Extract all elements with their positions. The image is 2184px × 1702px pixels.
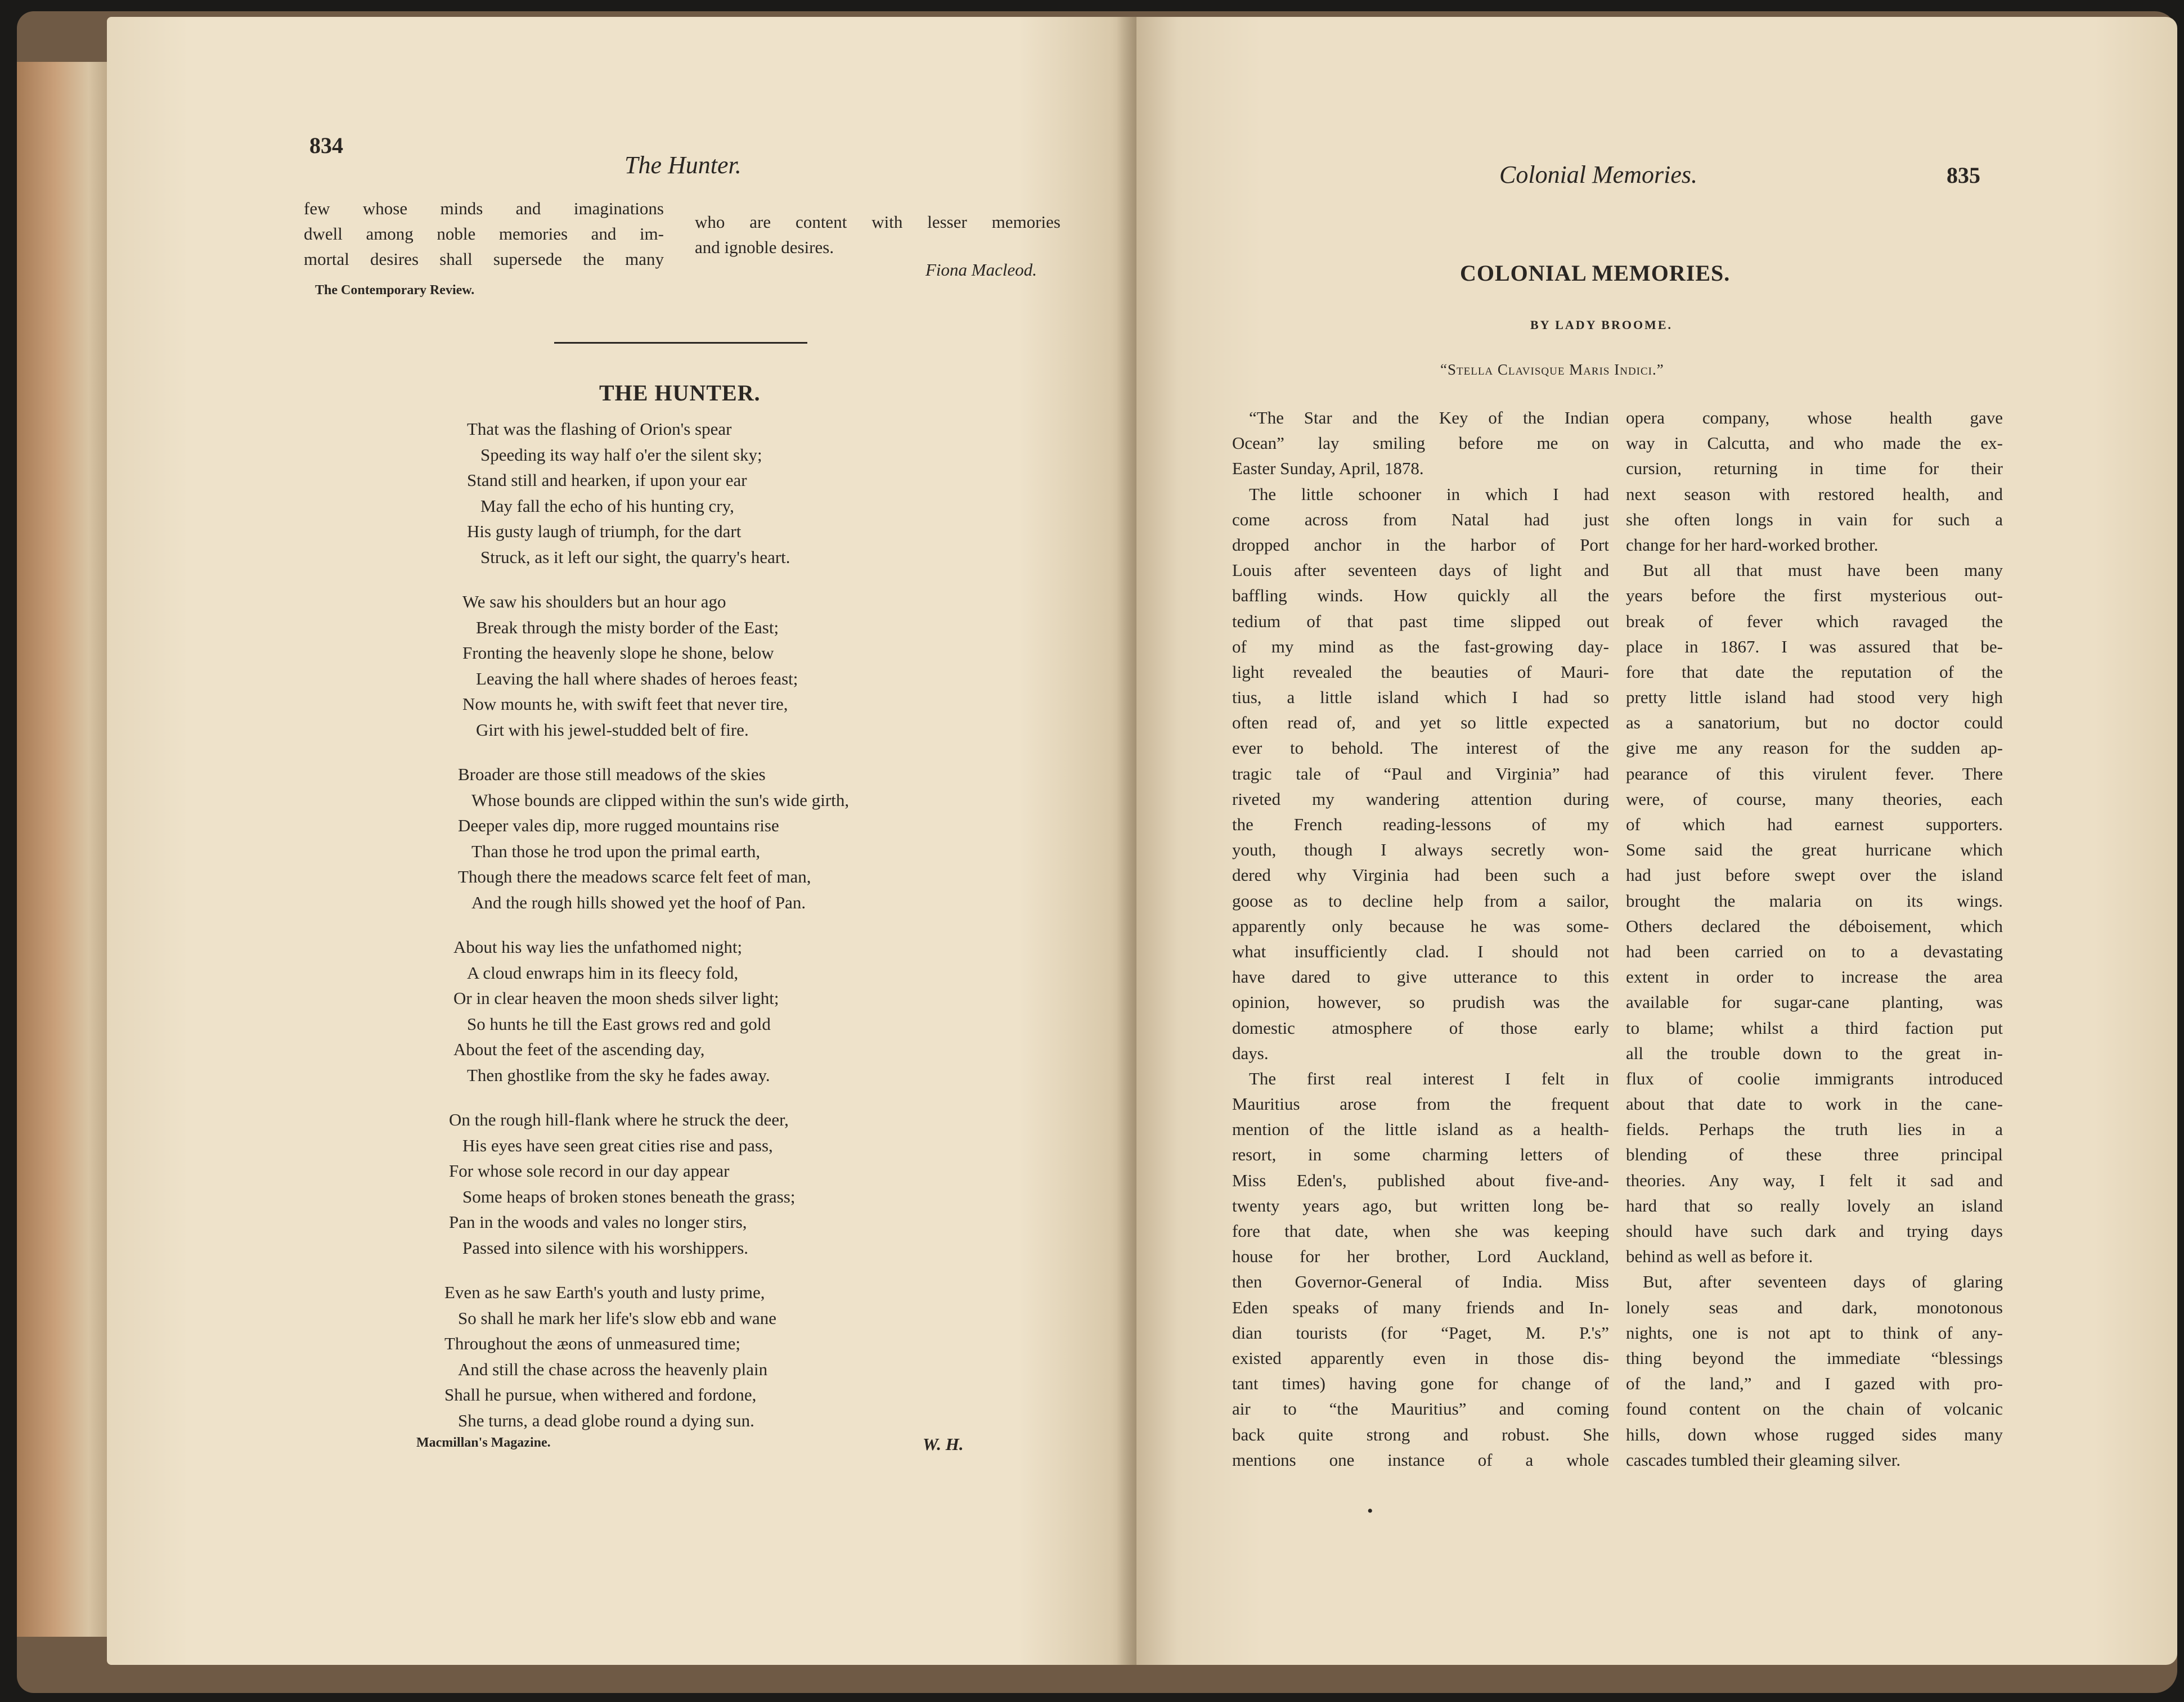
text-line: pearance of this virulent fever. There: [1626, 763, 2003, 784]
text-line: of my mind as the fast-growing day-: [1232, 636, 1609, 656]
text-line: days.: [1232, 1043, 1269, 1063]
poem-line: Whose bounds are clipped within the sun's wide girth,: [471, 790, 850, 810]
text-line: Ocean” lay smiling before me on: [1232, 433, 1609, 453]
text-line: The little schooner in which I had: [1249, 484, 1609, 504]
text-line: all the trouble down to the great in-: [1626, 1043, 2003, 1063]
text-line: pretty little island had stood very high: [1626, 687, 2003, 708]
text-line: Louis after seventeen days of light and: [1232, 560, 1609, 580]
text-line: back quite strong and robust. She: [1232, 1424, 1609, 1444]
text-line: tius, a little island which I had so: [1232, 687, 1609, 708]
text-line: Mauritius arose from the frequent: [1232, 1094, 1609, 1114]
text-line: house for her brother, Lord Auckland,: [1232, 1246, 1609, 1267]
running-head-left: The Hunter.: [624, 151, 742, 179]
text-line: Others declared the déboisement, which: [1626, 916, 2003, 936]
text-line: as a sanatorium, but no doctor could: [1626, 713, 2003, 733]
poem-line: So shall he mark her life's slow ebb and wane: [458, 1308, 777, 1328]
text-line: lonely seas and dark, monotonous: [1626, 1297, 2003, 1317]
text-line: place in 1867. I was assured that be-: [1626, 636, 2003, 656]
poem-line: On the rough hill-flank where he struck the deer,: [449, 1110, 789, 1129]
poem-line: A cloud enwraps him in its fleecy fold,: [467, 962, 739, 983]
text-line: cursion, returning in time for their: [1626, 458, 2003, 479]
text-line: she often longs in vain for such a: [1626, 509, 2003, 529]
page-number-right: 835: [1947, 163, 1980, 188]
poem-line: May fall the echo of his hunting cry,: [480, 496, 734, 516]
poem-line: His eyes have seen great cities rise and pass,: [462, 1135, 773, 1155]
text-line: youth, though I always secretly won-: [1232, 840, 1609, 860]
poem-line: We saw his shoulders but an hour ago: [462, 592, 726, 611]
text-line: resort, in some charming letters of: [1232, 1145, 1609, 1165]
continued-text-col1: [304, 196, 664, 272]
text-line: fore that date, when she was keeping: [1232, 1221, 1609, 1241]
text-line: of the land,” and I gazed with pro-: [1626, 1374, 2003, 1394]
text-line: available for sugar-cane planting, was: [1626, 992, 2003, 1012]
text-line: way in Calcutta, and who made the ex-: [1626, 433, 2003, 453]
text-line: flux of coolie immigrants introduced: [1626, 1068, 2003, 1088]
text-line: had been carried on to a devastating: [1626, 941, 2003, 961]
text-line: fore that date the reputation of the: [1626, 661, 2003, 682]
poem-line: Break through the misty border of the East;: [476, 617, 779, 637]
poem-line: Broader are those still meadows of the skies: [458, 764, 766, 784]
poem-line: His gusty laugh of triumph, for the dart: [467, 521, 742, 541]
text-line: years before the first mysterious out-: [1626, 586, 2003, 606]
article-title: COLONIAL MEMORIES.: [1460, 260, 1731, 286]
book: [17, 11, 2177, 1693]
poem-line: Some heaps of broken stones beneath the grass;: [462, 1186, 796, 1206]
poem-line: Throughout the æons of unmeasured time;: [444, 1334, 741, 1353]
text-line: Some said the great hurricane which: [1626, 840, 2003, 860]
poem-line: Then ghostlike from the sky he fades away.: [467, 1065, 770, 1085]
poem-line: Now mounts he, with swift feet that never tire,: [462, 694, 788, 714]
text-line: cascades tumbled their gleaming silver.: [1626, 1449, 1901, 1470]
page-edges-left: [17, 62, 113, 1637]
left-page: [107, 17, 1142, 1665]
poem-line: Though there the meadows scarce felt feet of man,: [458, 867, 811, 886]
article-column-2: [1626, 405, 2003, 1473]
text-line: light revealed the beauties of Mauri-: [1232, 661, 1609, 682]
text-line: few whose minds and imaginations: [304, 199, 664, 218]
text-line: give me any reason for the sudden ap-: [1626, 738, 2003, 758]
poem-line: Passed into silence with his worshippers.: [462, 1237, 749, 1258]
article-motto: “Stella Clavisque Maris Indici.”: [1440, 361, 1664, 378]
text-line: tedium of that past time slipped out: [1232, 611, 1609, 631]
text-line: found content on the chain of volcanic: [1626, 1399, 2003, 1419]
text-line: air to “the Mauritius” and coming: [1232, 1399, 1609, 1419]
text-line: mention of the little island as a health-: [1232, 1119, 1609, 1140]
text-line: next season with restored health, and: [1626, 484, 2003, 504]
text-line: apparently only because he was some-: [1232, 916, 1609, 936]
text-line: twenty years ago, but written long be-: [1232, 1195, 1609, 1215]
text-line: theories. Any way, I felt it sad and: [1626, 1170, 2003, 1190]
poem-line: So hunts he till the East grows red and gold: [467, 1014, 771, 1034]
text-line: fields. Perhaps the truth lies in a: [1626, 1119, 2003, 1140]
page-number-left: 834: [309, 133, 343, 158]
text-line: break of fever which ravaged the: [1626, 611, 2003, 631]
text-line: extent in order to increase the area: [1626, 967, 2003, 987]
text-line: hills, down whose rugged sides many: [1626, 1424, 2003, 1444]
text-line: come across from Natal had just: [1232, 509, 1609, 529]
text-line: The first real interest I felt in: [1249, 1068, 1609, 1088]
text-line: “The Star and the Key of the Indian: [1249, 408, 1609, 427]
article-byline: BY LADY BROOME.: [1530, 318, 1673, 332]
text-line: tragic tale of “Paul and Virginia” had: [1232, 763, 1609, 784]
signature-fiona: Fiona Macleod.: [925, 260, 1037, 280]
text-line: But, after seventeen days of glaring: [1643, 1272, 2003, 1292]
poem-line: Leaving the hall where shades of heroes feast;: [476, 668, 798, 688]
text-line: the French reading-lessons of my: [1232, 814, 1609, 834]
text-line: were, of course, many theories, each: [1626, 789, 2003, 809]
text-line: dered why Virginia had been such a: [1232, 865, 1609, 885]
poem-line: She turns, a dead globe round a dying sun.: [458, 1410, 754, 1430]
source-contemporary-review: The Contemporary Review.: [315, 283, 475, 298]
text-line: have dared to give utterance to this: [1232, 967, 1609, 987]
poem-line: Deeper vales dip, more rugged mountains rise: [458, 816, 779, 835]
poem-line: Than those he trod upon the primal earth,: [471, 841, 761, 861]
poem-line: Girt with his jewel-studded belt of fire.: [476, 719, 749, 740]
text-line: dian tourists (for “Paget, M. P.'s”: [1232, 1322, 1609, 1343]
text-line: and ignoble desires.: [695, 237, 834, 258]
text-line: opera company, whose health gave: [1626, 408, 2003, 427]
text-line: tant times) having gone for change of: [1232, 1374, 1609, 1394]
poem-line: Shall he pursue, when withered and fordone,: [444, 1385, 757, 1404]
poem-line: Speeding its way half o'er the silent sky;: [480, 444, 762, 465]
text-line: blending of these three principal: [1626, 1145, 2003, 1165]
running-head-right: Colonial Memories.: [1499, 161, 1697, 188]
signature-wh: W. H.: [923, 1434, 964, 1454]
text-line: brought the malaria on its wings.: [1626, 890, 2003, 911]
text-line: mortal desires shall supersede the many: [304, 249, 664, 269]
text-line: had just before swept over the island: [1626, 865, 2003, 885]
poem-line: Fronting the heavenly slope he shone, below: [462, 643, 774, 663]
text-line: baffling winds. How quickly all the: [1232, 586, 1609, 606]
text-line: who are content with lesser memories: [695, 212, 1060, 232]
text-line: ever to behold. The interest of the: [1232, 738, 1609, 758]
poem-title: THE HUNTER.: [599, 380, 761, 406]
text-line: Easter Sunday, April, 1878.: [1232, 458, 1424, 479]
right-page: [1136, 17, 2177, 1665]
article-column-1: [1232, 405, 1609, 1473]
text-line: goose as to decline help from a sailor,: [1232, 890, 1609, 911]
text-line: riveted my wandering attention during: [1232, 789, 1609, 809]
poem-line: Stand still and hearken, if upon your ear: [467, 470, 747, 490]
poem-line: And still the chase across the heavenly plain: [458, 1359, 768, 1379]
poem-line: Or in clear heaven the moon sheds silver light;: [453, 988, 779, 1008]
poem-line: About his way lies the unfathomed night;: [453, 937, 743, 957]
page-mark: •: [1367, 1502, 1373, 1520]
text-line: dropped anchor in the harbor of Port: [1232, 534, 1609, 555]
text-line: behind as well as before it.: [1626, 1246, 1813, 1267]
text-line: opinion, however, so prudish was the: [1232, 992, 1609, 1012]
text-line: change for her hard-worked brother.: [1626, 534, 1879, 555]
text-line: mentions one instance of a whole: [1232, 1449, 1609, 1470]
text-line: But all that must have been many: [1643, 560, 2003, 580]
text-line: Eden speaks of many friends and In-: [1232, 1297, 1609, 1317]
text-line: what insufficiently clad. I should not: [1232, 941, 1609, 961]
section-rule: [554, 342, 807, 344]
text-line: domestic atmosphere of those early: [1232, 1017, 1609, 1038]
text-line: dwell among noble memories and im-: [304, 224, 664, 244]
text-line: to blame; whilst a third faction put: [1626, 1017, 2003, 1038]
text-line: hard that so really lovely an island: [1626, 1195, 2003, 1215]
text-line: about that date to work in the cane-: [1626, 1094, 2003, 1114]
text-line: should have such dark and trying days: [1626, 1221, 2003, 1241]
source-macmillans: Macmillan's Magazine.: [416, 1435, 551, 1450]
text-line: existed apparently even in those dis-: [1232, 1348, 1609, 1368]
text-line: often read of, and yet so little expected: [1232, 713, 1609, 733]
poem-line: And the rough hills showed yet the hoof of Pan.: [471, 892, 806, 912]
text-line: Miss Eden's, published about five-and-: [1232, 1170, 1609, 1190]
poem-line: Struck, as it left our sight, the quarry's heart.: [480, 547, 790, 567]
poem-line: Even as he saw Earth's youth and lusty prime,: [444, 1282, 765, 1302]
poem-line: That was the flashing of Orion's spear: [467, 419, 732, 439]
text-line: of which had earnest supporters.: [1626, 814, 2003, 834]
text-line: thing beyond the immediate “blessings: [1626, 1348, 2003, 1368]
text-line: then Governor-General of India. Miss: [1232, 1272, 1609, 1292]
text-line: nights, one is not apt to think of any-: [1626, 1322, 2003, 1343]
poem-line: About the feet of the ascending day,: [453, 1039, 705, 1059]
poem-line: Pan in the woods and vales no longer stirs,: [449, 1212, 747, 1232]
poem-line: For whose sole record in our day appear: [449, 1161, 730, 1181]
continued-text-col2: [695, 209, 1060, 260]
